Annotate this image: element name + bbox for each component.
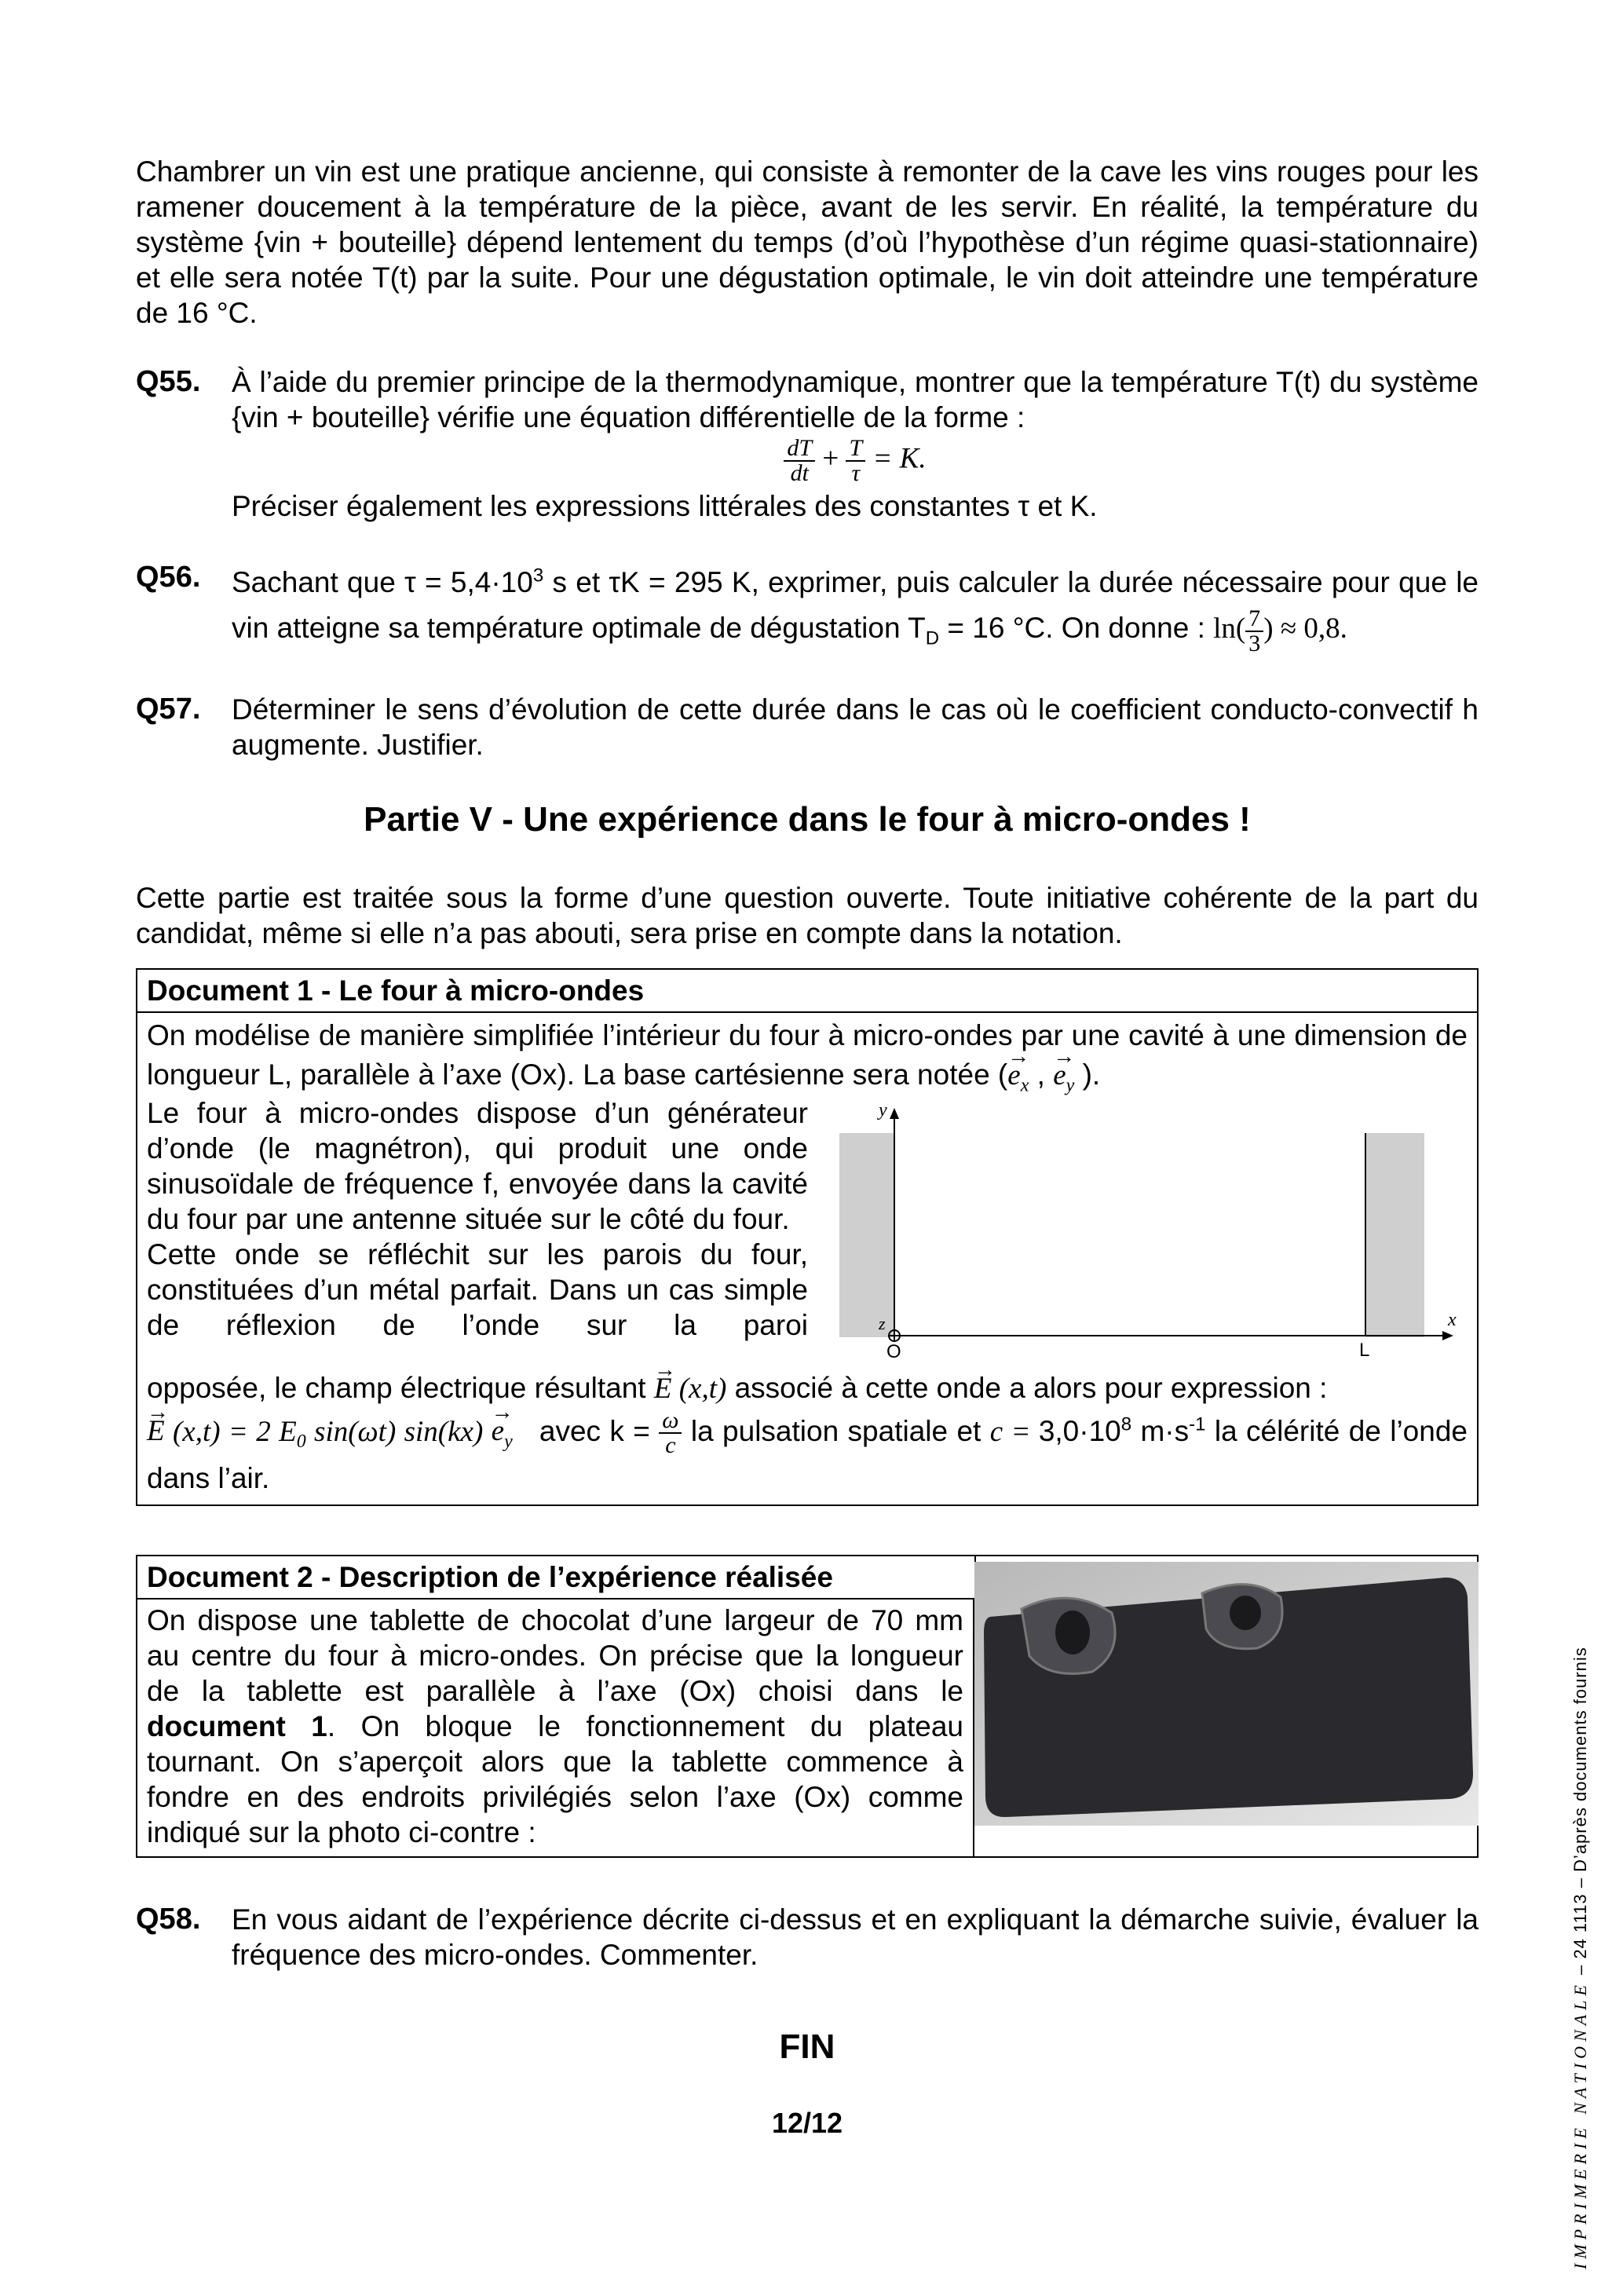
question-number: Q56. <box>136 561 201 594</box>
page-content <box>136 154 1479 2141</box>
end-marker: FIN <box>779 2027 835 2066</box>
x-arrow <box>1442 1331 1453 1340</box>
chocolate-photo <box>974 1562 1479 1856</box>
question-q58 <box>136 1902 1479 1972</box>
document-1-box <box>136 968 1479 1506</box>
open-question-paragraph: Cette partie est traitée sous la forme d’une question ouverte. Toute initiative cohérente de la part du candidat, même si elle n’a pas abouti, sera prise en compte dans la notation. <box>136 881 1479 949</box>
origin-label: O <box>886 1340 901 1361</box>
length-label: L <box>1359 1339 1370 1361</box>
printer-note: IMPRIMERIE NATIONALE – 24 1113 – D’après documents fournis <box>1570 1647 1590 2269</box>
document-1-reflection-text: Cette onde se réfléchit sur les parois du four, constituées d’un métal parfait. Dans un cas simple de réflexion de l’onde sur la paroi <box>147 1238 808 1341</box>
axis-label-y: y <box>879 1101 887 1121</box>
ln-expression: ln( $\frac{7}{3}$ ) ≈ 0,8. <box>1213 605 1347 656</box>
document-2-box <box>136 1555 1479 1858</box>
cavity-diagram <box>839 1102 1460 1369</box>
document-1-field-text: opposée, le champ électrique résultant → E (x,t) associé à cette onde a alors pour expression : <box>147 1369 1468 1409</box>
question-text: En vous aidant de l’expérience décrite ci-dessus et en expliquant la démarche suivie, évaluer la fréquence des micro-ondes. Commenter. <box>232 1903 1479 1971</box>
differential-equation: $\frac{dT}{dt}$ + $\frac{T}{\tau}$ = K. <box>232 437 1479 485</box>
page-number: 12/12 <box>771 2106 843 2139</box>
document-1-title: Document 1 - Le four à micro-ondes <box>137 970 1477 1013</box>
question-text: À l’aide du premier principe de la thermodynamique, montrer que la température T(t) du système {vin + bouteille} vérifie une équation différentielle de la forme : <box>232 366 1479 433</box>
question-text: Déterminer le sens d’évolution de cette durée dans le cas où le coefficient conducto-convectif h augmente. Justifier. <box>232 693 1479 761</box>
question-text-2: Préciser également les expressions littérales des constantes τ et K. <box>232 490 1098 522</box>
question-number: Q58. <box>136 1902 201 1936</box>
question-q56 <box>136 560 1479 656</box>
left-wall <box>839 1133 894 1337</box>
axis-label-z: z <box>879 1313 886 1333</box>
axis-label-x: x <box>1448 1309 1457 1330</box>
question-q57 <box>136 692 1479 762</box>
right-wall <box>1365 1133 1424 1337</box>
question-text: Sachant que $\tau = 5,4\cdot 10^3$ s et τK = 295 K, exprimer, puis calculer la durée nécessaire pour que le vin atteigne sa température optimale de dégustation $T_D = 16$ °C. On donne : ln( $\frac{7}{3}$ ) ≈ 0,8. <box>232 565 1479 656</box>
intro-paragraph: Chambrer un vin est une pratique ancienne, qui consiste à remonter de la cave les vins rouges pour les ramener doucement à la température de la pièce, avant de les servir. En réalité, la température du système {vin + bouteille} dépend lentement du temps (d’où l’hypothèse d’un régime quasi-stationnaire) et elle sera notée T(t) par la suite. Pour une dégustation optimale, le vin doit atteindre une température de 16 °C. <box>136 155 1479 329</box>
electric-field-formula: → E (x,t) = 2 $E_0$ sin(ωt) $\sin(kx) \to e_y$ avec k = $\frac{\omega}{c}$ la pulsation spatiale et $c = 3,0\cdot 10^8$ $m\cdot s^{-1}$ la célérité de l’onde dans l’air. <box>147 1409 1468 1500</box>
question-q55 <box>136 364 1479 524</box>
document-1-magnetron-text: Le four à micro-ondes dispose d’un générateur d’onde (le magnétron), qui produit une onde sinusoïdale de fréquence f, envoyée dans la cavité du four par une antenne située sur le côté du four. <box>147 1096 808 1235</box>
question-number: Q57. <box>136 692 201 726</box>
document-1-intro: On modélise de manière simplifiée l’intérieur du four à micro-ondes par une cavité à une dimension de longueur L, parallèle à l’axe (Ox). La base cartésienne sera notée (→ $e_x$ , → $e_y$ ). <box>147 1016 1468 1095</box>
y-arrow <box>890 1108 899 1119</box>
document-2-title: Document 2 - Description de l’expérience réalisée <box>137 1556 976 1600</box>
document-2-text: On dispose une tablette de chocolat d’une largeur de 70 mm au centre du four à micro-ondes. On précise que la longueur de la tablette est parallèle à l’axe (Ox) choisi dans le document 1. On bloque le fonctionnement du plateau tournant. On s’aperçoit alors que la tablette commence à fondre en des endroits privilégiés selon l’axe (Ox) comme indiqué sur la photo ci-contre : <box>137 1600 974 1856</box>
question-number: Q55. <box>136 365 201 398</box>
section-heading: Partie V - Une expérience dans le four à micro-ondes ! <box>364 799 1251 839</box>
